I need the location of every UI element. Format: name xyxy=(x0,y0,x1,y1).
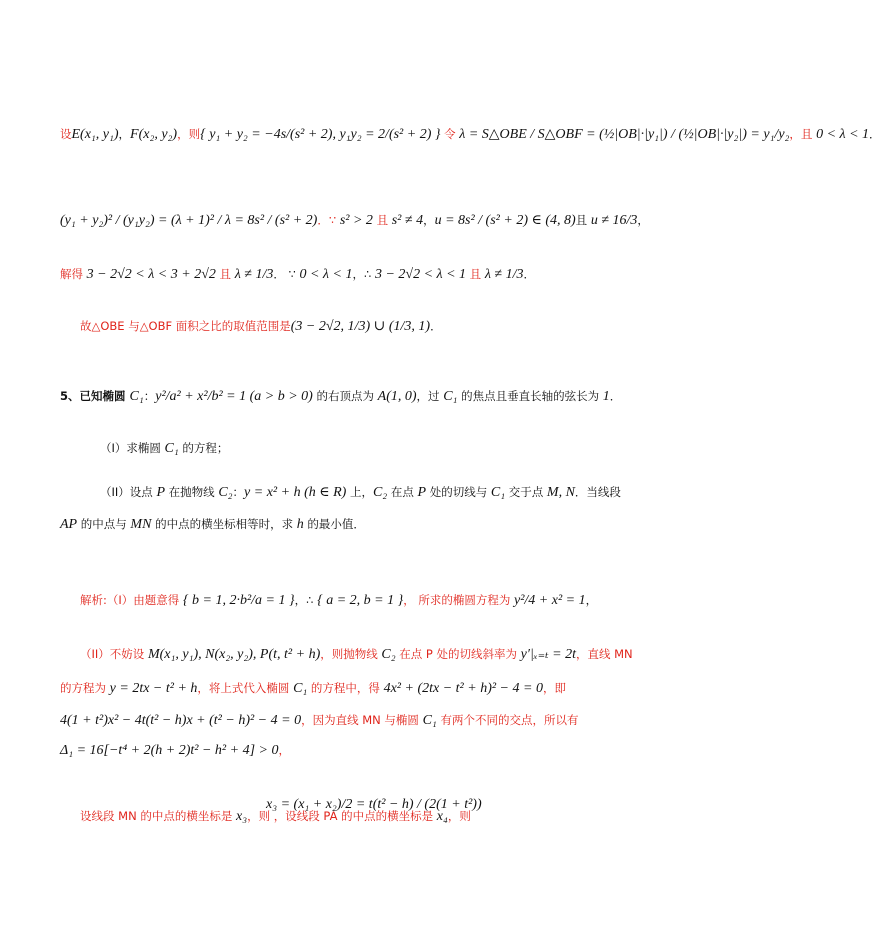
text-run: ： xyxy=(232,485,245,499)
line-3 xyxy=(60,266,535,283)
math-expr: 4x² + (2tx − t² + h)² − 4 = 0 xyxy=(383,681,543,696)
text-run: ，将上式代入椭圆 xyxy=(197,681,294,695)
math-expr: { b = 1, 2·b²/a = 1 } xyxy=(182,593,295,608)
math-expr: s² > 2 xyxy=(339,213,373,228)
math-expr: P xyxy=(156,485,166,500)
text-run: ， xyxy=(637,213,649,227)
text-run: 设线段 MN 的中点的横坐标是 xyxy=(80,809,236,823)
text-run: 在抛物线 xyxy=(165,485,219,499)
text-run: （I）求椭圆 xyxy=(100,441,165,455)
math-expr: { y₁ + y₂ = −4s/(s² + 2), y₁y₂ = 2/(s² + 2) } xyxy=(200,127,441,142)
line-15 xyxy=(80,808,471,825)
text-run: 的方程中，得 xyxy=(307,681,384,695)
math-expr: λ ≠ 1/3 xyxy=(484,267,524,282)
text-run: 的焦点且垂直长轴的弦长为 xyxy=(457,389,603,403)
text-run: ， xyxy=(278,743,290,757)
text-run: ，∴ xyxy=(352,267,375,281)
math-expr: x₄ xyxy=(436,809,448,824)
math-expr: 1 xyxy=(602,389,610,404)
math-expr: A(1, 0) xyxy=(377,389,417,404)
text-run: 在点 P 处的切线斜率为 xyxy=(395,647,521,661)
line-9 xyxy=(80,592,597,609)
math-expr: (3 − 2√2, 1/3) ∪ (1/3, 1) xyxy=(290,319,431,334)
math-expr: E(x₁, y₁) xyxy=(71,127,119,142)
math-expr: 0 < λ < 1 xyxy=(816,127,870,142)
text-run: ， xyxy=(118,127,131,141)
math-expr: C₁ xyxy=(490,485,506,500)
text-run: 在点 xyxy=(387,485,418,499)
math-expr: s² ≠ 4 xyxy=(391,213,424,228)
text-run: 处的切线与 xyxy=(426,485,491,499)
text-run: 故△OBE 与△OBF 面积之比的取值范围是 xyxy=(80,319,291,333)
text-run: 解得 xyxy=(60,267,87,281)
line-5 xyxy=(60,388,621,405)
text-run: ． ∵ xyxy=(273,267,300,281)
line-7 xyxy=(100,484,621,501)
line-1 xyxy=(60,126,881,143)
line-10 xyxy=(80,646,633,663)
text-run: ． xyxy=(523,267,535,281)
math-expr: AP xyxy=(60,517,78,532)
text-run: 有两个不同的交点，所以有 xyxy=(436,713,579,727)
line-8 xyxy=(60,516,365,533)
math-expr: C₁ xyxy=(293,681,308,696)
math-expr: C₁ xyxy=(129,389,144,404)
text-run: ．∵ xyxy=(317,213,340,227)
text-run: ，即 xyxy=(542,681,566,695)
math-expr: M(x₁, y₁), N(x₂, y₂), P(t, t² + h) xyxy=(147,647,321,662)
math-expr: 4(1 + t²)x² − 4t(t² − h)x + (t² − h)² − 4 = 0 xyxy=(60,713,302,728)
text-run: ．当线段 xyxy=(574,485,621,499)
math-expr: 3 − 2√2 < λ < 3 + 2√2 xyxy=(86,267,216,282)
line-2 xyxy=(60,212,649,229)
math-expr: y²/4 + x² = 1 xyxy=(514,593,586,608)
text-run: 且 xyxy=(372,213,392,227)
text-run: ，过 xyxy=(416,389,444,403)
math-expr: (y₁ + y₂)² / (y₁y₂) = (λ + 1)² / λ = 8s² / (s² + 2) xyxy=(60,213,318,228)
text-run: 的方程； xyxy=(178,441,229,455)
text-run: ，则 xyxy=(447,809,471,823)
math-expr: h xyxy=(296,517,304,532)
text-run: 交于点 xyxy=(505,485,547,499)
text-run: 且 xyxy=(215,267,235,281)
math-expr: 0 < λ < 1 xyxy=(299,267,353,282)
math-expr: λ ≠ 1/3 xyxy=(234,267,274,282)
line-6 xyxy=(100,440,228,457)
text-run: ． xyxy=(869,127,881,141)
text-run: ，设线段 PA 的中点的横坐标是 xyxy=(273,809,437,823)
text-run: 且 xyxy=(466,267,485,281)
text-run: 5、已知椭圆 xyxy=(60,389,130,403)
math-expr: C₂ xyxy=(381,647,396,662)
math-expr: x₃ = (x₁ + x₂)/2 = t(t² − h) / (2(1 + t²)) xyxy=(266,797,482,812)
math-expr: M, N xyxy=(546,485,575,500)
text-run: ： xyxy=(143,389,156,403)
math-expr: y′|ₓ₌ₜ = 2t xyxy=(520,647,576,662)
math-expr: P xyxy=(417,485,427,500)
line-11 xyxy=(60,680,566,697)
text-run: （II）设点 xyxy=(100,485,157,499)
line-12 xyxy=(60,712,578,729)
math-expr: u ≠ 16/3 xyxy=(590,213,638,228)
text-run: ． xyxy=(430,319,442,333)
text-run: ，因为直线 MN 与椭圆 xyxy=(301,713,423,727)
text-run: ，且 xyxy=(789,127,817,141)
text-run: ，则抛物线 xyxy=(320,647,382,661)
math-expr: 3 − 2√2 < λ < 1 xyxy=(374,267,467,282)
math-expr: { a = 2, b = 1 } xyxy=(317,593,404,608)
math-expr: u = 8s² / (s² + 2) ∈ (4, 8) xyxy=(434,213,576,228)
math-expr: y = x² + h (h ∈ R) xyxy=(244,485,347,500)
text-run: 的中点的横坐标相等时，求 xyxy=(151,517,297,531)
math-expr: MN xyxy=(130,517,152,532)
text-run: （II）不妨设 xyxy=(80,647,148,661)
math-expr: C₁ xyxy=(443,389,458,404)
text-run: 且 xyxy=(575,213,591,227)
text-run: ，∴ xyxy=(294,593,318,607)
math-expr: y²/a² + x²/b² = 1 (a > b > 0) xyxy=(155,389,313,404)
math-expr: λ = S△OBE / S△OBF = (½|OB|·|y₁|) / (½|OB|·|y₂|) = y₁/y₂ xyxy=(459,127,790,142)
text-run: 解析:（I）由题意得 xyxy=(80,593,183,607)
math-expr: F(x₂, y₂) xyxy=(130,127,178,142)
text-run: ， xyxy=(585,593,598,607)
text-run: ， xyxy=(423,213,435,227)
line-4 xyxy=(80,318,442,335)
text-run: 上， xyxy=(346,485,373,499)
text-run: ． xyxy=(609,389,622,403)
text-run: 令 xyxy=(440,127,460,141)
text-run: 的最小值． xyxy=(303,517,365,531)
text-run: ，则 xyxy=(247,809,271,823)
math-expr: C₂ xyxy=(218,485,233,500)
text-run: 的中点与 xyxy=(77,517,131,531)
math-expr: C₂ xyxy=(372,485,388,500)
math-expr: y = 2tx − t² + h xyxy=(109,681,198,696)
math-expr: C₁ xyxy=(164,441,179,456)
text-run: ，直线 MN xyxy=(575,647,633,661)
math-expr: Δ₁ = 16[−t⁴ + 2(h + 2)t² − h² + 4] > 0 xyxy=(60,743,279,758)
text-run: ， 所求的椭圆方程为 xyxy=(403,593,514,607)
math-expr: x₃ xyxy=(236,809,248,824)
text-run: 的右顶点为 xyxy=(312,389,378,403)
math-expr: C₁ xyxy=(422,713,437,728)
text-run: 的方程为 xyxy=(60,681,110,695)
text-run: 设 xyxy=(60,127,72,141)
text-run: ，则 xyxy=(177,127,201,141)
line-13 xyxy=(60,742,290,759)
